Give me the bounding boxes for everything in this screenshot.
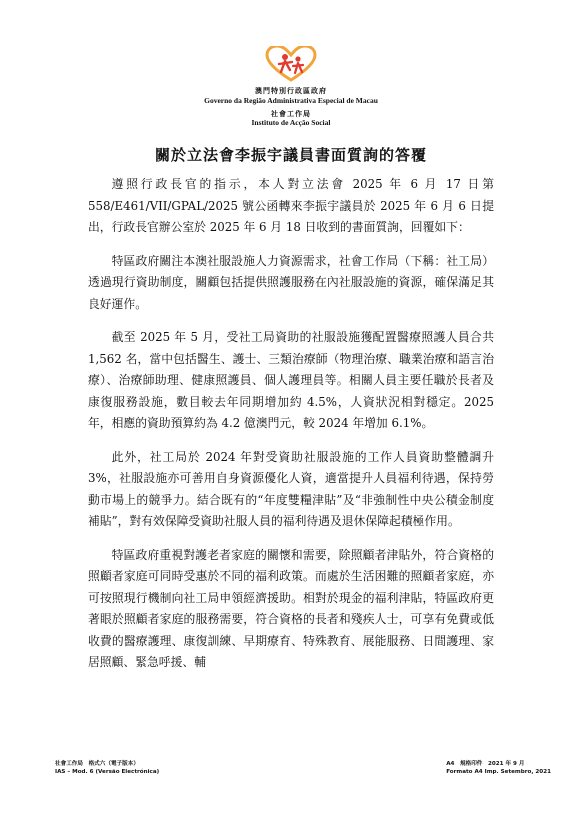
paragraph: 遵照行政長官的指示，本人對立法會 2025 年 6 月 17 日第 558/E461/VII/GPAL/2025 號公函轉來李振宇議員於 2025 年 6 月 6 日提出，行政長官辦公室於 2025 年 6 月 18 日收到的書面質詢，回覆如下： xyxy=(88,177,494,234)
document-body xyxy=(88,174,494,686)
paragraph: 截至 2025 年 5 月，受社工局資助的社服設施獲配置醫療照護人員合共 1,562 名，當中包括醫生、護士、三類治療師（物理治療、職業治療和語言治療）、治療師助理、健康照護員、個人護理員等。相關人員主要任職於長者及康復服務設施，數目較去年同期增加約 4.5%，人資狀況相對穩定。2025 年，相應的資助預算約為 4.2 億澳門元，較 2024 年增加 6.1%。 xyxy=(88,330,494,430)
government-name-zh: 澳門特別行政區政府 xyxy=(255,86,327,95)
paragraph: 特區政府關注本澳社服設施人力資源需求，社會工作局（下稱：社工局）透過現行資助制度，關顧包括提供照護服務在內社服設施的資源，確保滿足其良好運作。 xyxy=(88,253,494,311)
ias-logo-icon xyxy=(265,46,317,82)
institute-name-zh: 社會工作局 xyxy=(271,109,311,118)
footer-form-zh: 社會工作局 格式六（電子版本） xyxy=(55,761,139,767)
government-name-pt: Governo da Região Administrativa Especial de Macau xyxy=(204,96,378,105)
institute-name-pt: Instituto de Acção Social xyxy=(251,118,331,127)
footer-format-zh: A4 規格印件 2021 年 9 月 xyxy=(446,761,525,767)
paragraph: 特區政府重視對護老者家庭的關懷和需要，除照顧者津貼外，符合資格的照顧者家庭可同時受惠於不同的福利政策。而處於生活困難的照顧者家庭，亦可按照現行機制向社工局申領經濟援助。相對於現金的福利津貼，特區政府更著眼於照顧者家庭的服務需要，符合資格的長者和殘疾人士，可享有免費或低收費的醫療護理、康復訓練、早期療育、特殊教育、展能服務、日間護理、家居照顧、緊急呼援、輔 xyxy=(88,547,494,669)
footer-format-pt: Formato A4 Imp. Setembro, 2021 xyxy=(446,769,551,775)
document-title: 關於立法會李振宇議員書面質詢的答覆 xyxy=(154,146,427,164)
footer-print-format xyxy=(446,760,551,776)
footer-form-id xyxy=(55,760,159,776)
paragraph: 此外，社工局於 2024 年對受資助社服設施的工作人員資助整體調升 3%，社服設施亦可善用自身資源優化人資，適當提升人員福利待遇，保持勞動市場上的競爭力。結合既有的“年度雙糧津貼”及“非強制性中央公積金制度補貼”，對有效保障受資助社服人員的福利待遇及退休保障起積極作用。 xyxy=(88,449,494,528)
footer-form-pt: IAS – Mod. 6 (Versão Electrónica) xyxy=(55,769,160,775)
